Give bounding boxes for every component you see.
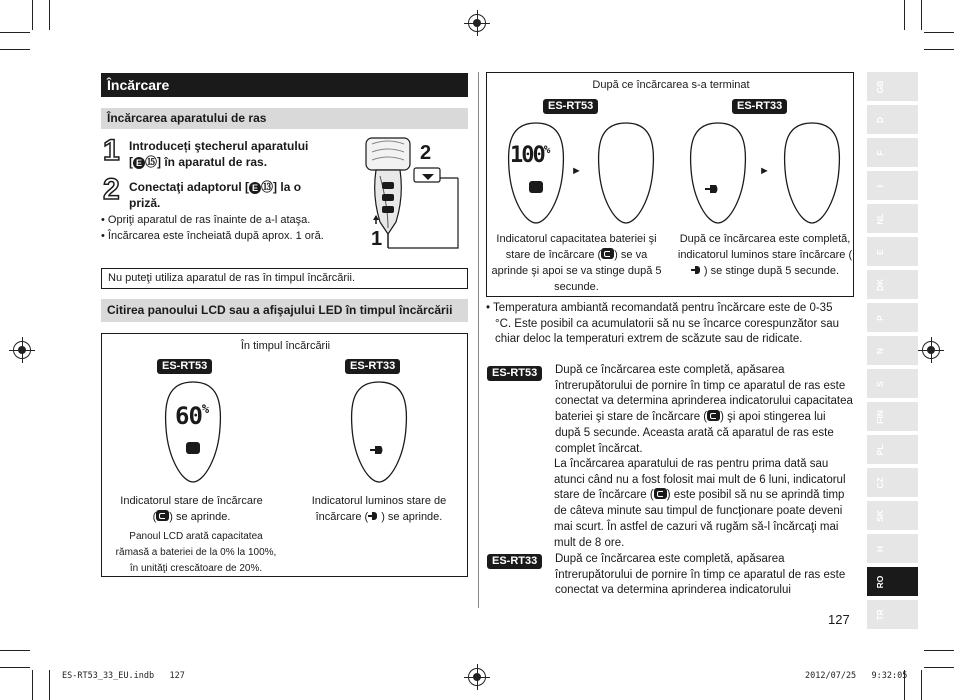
crop-mark xyxy=(32,670,33,700)
language-tab-label: PL xyxy=(875,444,885,455)
language-tab-i[interactable] xyxy=(867,171,918,200)
crop-mark xyxy=(924,49,954,50)
step-2-line2: priză. xyxy=(129,196,161,210)
during-heading: În timpul încărcării xyxy=(240,340,331,352)
crop-mark xyxy=(32,0,33,30)
language-tab-label: CZ xyxy=(875,476,885,489)
lcd-reading-100 xyxy=(510,143,548,168)
section-title: Încărcare xyxy=(101,73,468,97)
crop-mark xyxy=(49,670,50,700)
figure-e-icon: E xyxy=(249,182,261,194)
model-tag-rt33: ES-RT33 xyxy=(345,359,400,374)
rt53-paragraph-2 xyxy=(554,457,853,551)
crop-mark xyxy=(921,0,922,30)
language-tab-ro[interactable] xyxy=(867,567,918,596)
crop-mark xyxy=(0,32,30,33)
step-number-1: 1 xyxy=(103,134,120,167)
rt53-paragraph-1 xyxy=(555,363,853,457)
language-tab-label: DK xyxy=(875,278,885,291)
crop-mark xyxy=(924,32,954,33)
figure-label-1: 1 xyxy=(371,228,383,250)
language-tab-tr[interactable] xyxy=(867,600,918,629)
step-1-ref-num: ⑮ xyxy=(145,155,158,169)
during-right-caption xyxy=(300,493,458,525)
after-heading: După ce încărcarea s-a terminat xyxy=(592,79,750,91)
during-charging-box xyxy=(101,333,468,577)
step-2-text xyxy=(129,179,349,211)
crop-mark xyxy=(924,667,954,668)
charge-status-icon xyxy=(156,510,169,521)
lcd-unit: % xyxy=(201,402,209,416)
led-panel-on xyxy=(687,121,749,225)
registration-mark xyxy=(13,341,31,359)
language-tab-fin[interactable] xyxy=(867,402,918,431)
language-tab-e[interactable] xyxy=(867,237,918,266)
language-tab-d[interactable] xyxy=(867,105,918,134)
language-tab-h[interactable] xyxy=(867,534,918,563)
language-tab-label: RO xyxy=(875,575,885,588)
led-panel-off xyxy=(781,121,843,225)
language-tab-cz[interactable] xyxy=(867,468,918,497)
paragraph-text: După ce încărcarea este completă, apăsarea întrerupătorului de pornire în timp ce aparatul de ras este conectat va determina aprinderea indicatorului capacitatea bateriei şi stare de încărcare ( xyxy=(555,364,853,424)
bullet-charge-time: • Încărcarea este încheiată după aprox. 1 oră. xyxy=(101,230,324,242)
step-2-line1: Conectaţi adaptorul [ xyxy=(129,180,250,194)
during-left-note: Panoul LCD arată capacitatea rămasă a bateriei de la 0% la 100%, în unităţi crescătoare de 20%. xyxy=(115,531,277,574)
step-2-ref-num: ⑬ xyxy=(261,180,274,194)
language-tab-sk[interactable] xyxy=(867,501,918,530)
paragraph-text-post: ) şi apoi stingerea lui după 5 secunde. Aceasta arată că aparatul de ras este complet încărcat. xyxy=(555,411,834,455)
crop-mark xyxy=(49,0,50,30)
lcd-value: 100 xyxy=(510,143,544,168)
step-1-ref-close: ] în aparatul de ras. xyxy=(157,155,268,169)
crop-mark xyxy=(0,49,30,50)
step-1-line1: Introduceți ştecherul aparatului xyxy=(129,139,309,153)
footer-file-info: ES-RT53_33_EU.indb 127 xyxy=(62,671,185,681)
language-tab-label: FIN xyxy=(875,409,885,424)
language-tab-label: E xyxy=(875,248,885,255)
paragraph-text: La încărcarea aparatului de ras pentru prima dată sau atunci când nu a fost folosit mai mult de 6 luni, indicatorul stare de încărcare ( xyxy=(554,458,846,502)
language-tab-label: S xyxy=(875,380,885,387)
language-tab-s[interactable] xyxy=(867,369,918,398)
step-number-2: 2 xyxy=(103,173,120,206)
language-tab-label: GB xyxy=(875,80,885,93)
paragraph-text-post: ) este posibil să nu se aprindă timp de câteva minute sau timpul de funcţionare poate deveni mai scurt. În astfel de cazuri vă rugăm să-l încărcaţi mai mult de 8 ore. xyxy=(554,489,845,549)
lcd-unit: % xyxy=(543,143,549,156)
language-tab-label: D xyxy=(875,116,885,123)
language-tab-gb[interactable] xyxy=(867,72,918,101)
language-tab-label: I xyxy=(875,184,885,187)
language-tab-nl[interactable] xyxy=(867,204,918,233)
model-tag-rt53: ES-RT53 xyxy=(487,366,542,381)
charge-status-icon xyxy=(601,248,614,259)
after-right-caption xyxy=(677,231,853,279)
caption-text-post: ) se aprinde. xyxy=(169,511,231,523)
crop-mark xyxy=(924,650,954,651)
arrow-icon: ► xyxy=(571,165,582,177)
plug-icon xyxy=(691,266,704,274)
language-tab-label: NL xyxy=(875,212,885,225)
caption-text: După ce încărcarea este completă, indicatorul luminos stare încărcare ( xyxy=(677,233,853,261)
plug-icon xyxy=(368,512,381,520)
language-tab-label: SK xyxy=(875,509,885,522)
crop-mark xyxy=(921,670,922,700)
charge-status-icon xyxy=(654,488,667,499)
lcd-reading-60 xyxy=(175,402,208,430)
registration-mark xyxy=(468,668,486,686)
arrow-icon: ► xyxy=(759,165,770,177)
language-tab-p[interactable] xyxy=(867,303,918,332)
step-1-text xyxy=(129,138,349,170)
bullet-switch-off: • Opriţi aparatul de ras înainte de a-l ataşa. xyxy=(101,214,311,226)
note-no-use-charging: Nu puteţi utiliza aparatul de ras în timpul încărcării. xyxy=(101,268,468,289)
page-number: 127 xyxy=(828,612,850,627)
caption-text: Indicatorul capacitatea bateriei şi stare de încărcare ( xyxy=(496,233,657,261)
caption-text-post: ) se aprinde. xyxy=(381,511,443,523)
led-panel-rt33 xyxy=(348,380,410,484)
model-tag-rt33: ES-RT33 xyxy=(487,554,542,569)
after-charging-box xyxy=(486,72,854,297)
figure-label-2: 2 xyxy=(420,142,432,164)
temperature-bullet: • Temperatura ambiantă recomandată pentru încărcare este de 0-35 °C. Este posibil ca acumulatorii să nu se încarce corespunzător sau chiar deloc la temperaturi extrem de scăzute sau de ridicate. xyxy=(486,302,840,346)
crop-mark xyxy=(0,667,30,668)
step-1-ref-open: [ xyxy=(129,155,133,169)
caption-text-post: ) se stinge după 5 secunde. xyxy=(703,265,840,277)
lcd-value: 60 xyxy=(175,402,202,430)
lcd-panel-100 xyxy=(505,121,567,225)
charge-status-icon xyxy=(707,410,720,421)
language-tab-dk[interactable] xyxy=(867,270,918,299)
registration-mark xyxy=(468,14,486,32)
column-divider xyxy=(478,72,479,608)
caption-text: Indicatorul stare de încărcare xyxy=(120,495,263,507)
rt33-paragraph-1: După ce încărcarea este completă, apăsarea întrerupătorului de pornire în timp ce aparatul de ras este conectat va determina aprinderea indicatorului xyxy=(555,553,846,597)
model-tag-rt53: ES-RT53 xyxy=(543,99,598,114)
caption-text: Indicatorul luminos stare de încărcare ( xyxy=(311,495,447,523)
figure-e-icon: E xyxy=(133,157,145,169)
model-tag-rt53: ES-RT53 xyxy=(157,359,212,374)
crop-mark xyxy=(0,650,30,651)
lcd-panel-off xyxy=(595,121,657,225)
subsection-title-display: Citirea panoului LCD sau a afişajului LED în timpul încărcării xyxy=(101,299,468,322)
model-tag-rt33: ES-RT33 xyxy=(732,99,787,114)
registration-mark xyxy=(922,341,940,359)
step-2-ref-close: ] la o xyxy=(273,180,302,194)
caption-text-post: ) se va aprinde şi apoi se va stinge după 5 secunde. xyxy=(491,249,662,293)
lcd-panel-60 xyxy=(162,380,224,484)
language-tab-f[interactable] xyxy=(867,138,918,167)
language-tab-n[interactable] xyxy=(867,336,918,365)
language-tab-pl[interactable] xyxy=(867,435,918,464)
subsection-title-charging: Încărcarea aparatului de ras xyxy=(101,108,468,129)
after-left-caption xyxy=(489,231,664,295)
footer-timestamp: 2012/07/25 9:32:05 xyxy=(805,671,908,681)
crop-mark xyxy=(904,0,905,30)
language-tab-label: P xyxy=(875,314,885,321)
during-left-caption: Indicatorul stare de încărcare ( ) se aprinde. xyxy=(120,495,263,523)
language-tab-label: H xyxy=(875,545,885,552)
language-tab-label: F xyxy=(875,149,885,156)
language-tab-label: N xyxy=(875,347,885,354)
language-tab-label: TR xyxy=(875,608,885,621)
